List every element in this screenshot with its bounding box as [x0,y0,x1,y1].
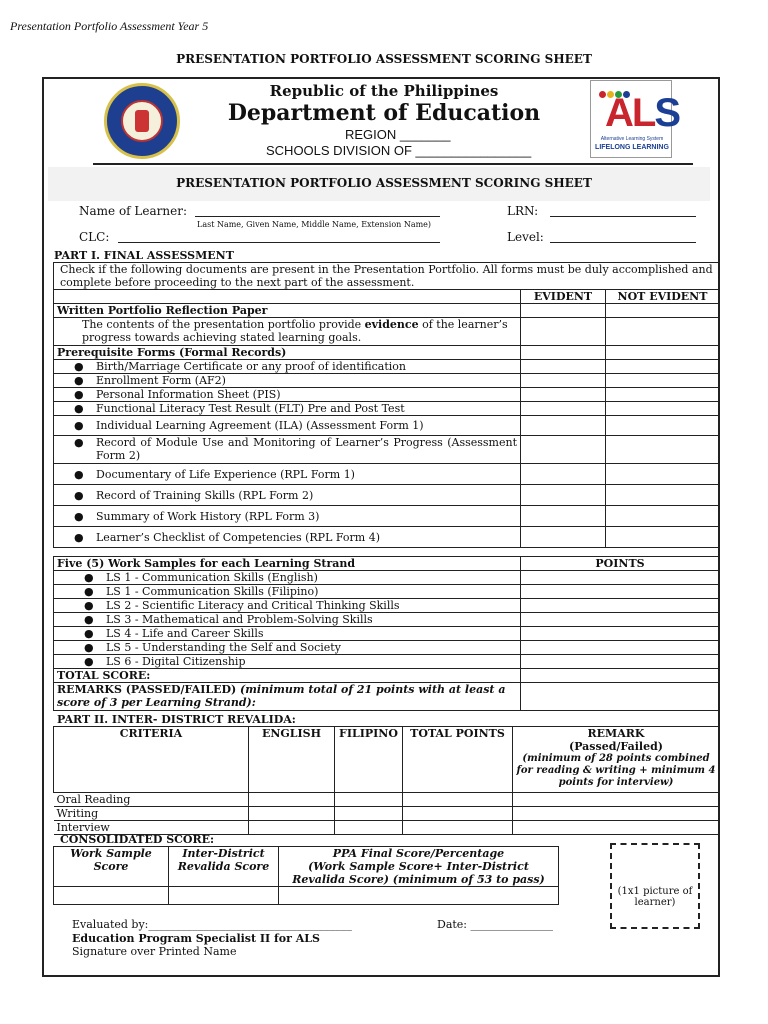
lrn-label: LRN: [507,204,539,218]
work-samples-table [53,556,720,711]
prereq-row: ● Documentary of Life Experience (RPL Form 1) [54,464,720,485]
part1-title: PART I. FINAL ASSESSMENT [54,249,234,262]
sample-row: ● LS 3 - Mathematical and Problem-Solving Skills [54,613,720,627]
name-label: Name of Learner: [79,204,187,218]
evident-cell[interactable] [521,464,606,485]
photo-caption: (1x1 picture of learner) [617,886,693,908]
filipino-header: FILIPINO [335,727,403,793]
points-cell[interactable] [521,571,720,585]
points-cell[interactable] [521,641,720,655]
reflection-text: The contents of the presentation portfolio provide evidence of the learner’s progress towards achieving stated learning goals. [54,318,521,346]
als-tagline: LIFELONG LEARNING [595,144,669,151]
consolidated-title: CONSOLIDATED SCORE: [60,833,215,846]
not-evident-cell[interactable] [606,416,720,436]
total-score-label: TOTAL SCORE: [54,669,521,683]
criteria-header: CRITERIA [54,727,249,793]
evaluator-role: Education Program Specialist II for ALS [72,932,320,945]
samples-title: Five (5) Work Samples for each Learning Strand [54,557,521,571]
header-note: Presentation Portfolio Assessment Year 5 [10,19,209,33]
score-cell[interactable] [403,793,513,807]
sample-row: ● LS 1 - Communication Skills (Filipino) [54,585,720,599]
not-evident-cell[interactable] [606,402,720,416]
revalida-score-cell[interactable] [169,887,279,905]
remark-header: REMARK (Passed/Failed) (minimum of 28 points combined for reading & writing + minimum 4 points for interview) [513,727,720,793]
sample-row: ● LS 5 - Understanding the Self and Society [54,641,720,655]
work-sample-score-header: Work Sample Score [54,847,169,887]
work-sample-score-cell[interactable] [54,887,169,905]
evident-cell[interactable] [521,374,606,388]
lrn-field[interactable] [550,216,696,217]
col-evident: EVIDENT [521,290,606,304]
score-cell[interactable] [249,807,335,821]
total-score-cell[interactable] [521,669,720,683]
date-line: Date: _______________ [437,918,554,931]
score-cell[interactable] [335,807,403,821]
remarks-cell[interactable] [521,683,720,711]
revalida-score-header: Inter-District Revalida Score [169,847,279,887]
clc-field[interactable] [118,242,440,243]
revalida-table [53,726,720,835]
row-interview: Interview [54,821,249,835]
sample-row: ● LS 6 - Digital Citizenship [54,655,720,669]
clc-label: CLC: [79,230,110,244]
sample-row: ● LS 1 - Communication Skills (English) [54,571,720,585]
sample-row: ● LS 2 - Scientific Literacy and Critical Thinking Skills [54,599,720,613]
signature-caption: Signature over Printed Name [72,945,237,958]
not-evident-cell[interactable] [606,485,720,506]
evident-cell[interactable] [521,416,606,436]
als-subtitle: Alternative Learning System [600,136,664,142]
evaluated-by: Evaluated by:_____________________________________ [72,918,352,931]
remark-cell[interactable] [513,807,720,821]
als-logo-icon: ALS Alternative Learning System LIFELONG LEARNING [590,80,672,158]
part1-instructions: Check if the following documents are present in the Presentation Portfolio. All forms must be duly accomplished and complete before proceeding to the next part of the assessment. [54,263,720,290]
row-oral-reading: Oral Reading [54,793,249,807]
region-line: REGION _______ [345,127,451,142]
not-evident-cell[interactable] [606,436,720,464]
top-title: PRESENTATION PORTFOLIO ASSESSMENT SCORING SHEET [176,52,592,66]
score-cell[interactable] [335,821,403,835]
points-cell[interactable] [521,585,720,599]
english-header: ENGLISH [249,727,335,793]
remark-cell[interactable] [513,793,720,807]
row-writing: Writing [54,807,249,821]
remark-cell[interactable] [513,821,720,835]
prereq-row: ● Summary of Work History (RPL Form 3) [54,506,720,527]
score-cell[interactable] [403,821,513,835]
reflection-evident-cell[interactable] [521,318,606,346]
level-label: Level: [507,230,544,244]
score-cell[interactable] [249,793,335,807]
evident-cell[interactable] [521,360,606,374]
score-cell[interactable] [249,821,335,835]
evident-cell[interactable] [521,402,606,416]
part2-title: PART II. INTER- DISTRICT REVALIDA: [57,713,296,726]
total-points-header: TOTAL POINTS [403,727,513,793]
sheet-title: PRESENTATION PORTFOLIO ASSESSMENT SCORING SHEET [176,176,592,190]
prereq-row: ● Record of Module Use and Monitoring of Learner’s Progress (Assessment Form 2) [54,436,720,464]
name-field[interactable] [195,216,440,217]
col-points: POINTS [521,557,720,571]
part1-table [53,262,720,548]
division-line: SCHOOLS DIVISION OF ________________ [266,143,532,158]
score-cell[interactable] [403,807,513,821]
points-cell[interactable] [521,599,720,613]
not-evident-cell[interactable] [606,374,720,388]
prereq-row: ● Birth/Marriage Certificate or any proof of identification [54,360,720,374]
points-cell[interactable] [521,655,720,669]
col-not-evident: NOT EVIDENT [606,290,720,304]
ppa-final-header: PPA Final Score/Percentage (Work Sample Score+ Inter-District Revalida Score) (minimum of 53 to pass) [279,847,559,887]
consolidated-table [53,846,559,905]
not-evident-cell[interactable] [606,360,720,374]
sample-row: ● LS 4 - Life and Career Skills [54,627,720,641]
reflection-not-evident-cell[interactable] [606,318,720,346]
evident-cell[interactable] [521,506,606,527]
score-cell[interactable] [335,793,403,807]
prereq-title: Prerequisite Forms (Formal Records) [54,346,521,360]
reflection-title-not-evident[interactable] [606,304,720,318]
evident-cell[interactable] [521,436,606,464]
points-cell[interactable] [521,627,720,641]
not-evident-cell[interactable] [606,527,720,548]
prereq-row: ● Personal Information Sheet (PIS) [54,388,720,402]
republic-heading: Republic of the Philippines [269,82,499,100]
evident-cell[interactable] [521,527,606,548]
prereq-row: ● Enrollment Form (AF2) [54,374,720,388]
prereq-row: ● Functional Literacy Test Result (FLT) Pre and Post Test [54,402,720,416]
level-field[interactable] [550,242,696,243]
ppa-final-cell[interactable] [279,887,559,905]
remarks-label: REMARKS (PASSED/FAILED) (minimum total of 21 points with at least a score of 3 per Learning Strand): [54,683,521,711]
evident-cell[interactable] [521,485,606,506]
not-evident-cell[interactable] [606,388,720,402]
reflection-title-evident[interactable] [521,304,606,318]
prereq-row: ● Learner’s Checklist of Competencies (RPL Form 4) [54,527,720,548]
prereq-row: ● Record of Training Skills (RPL Form 2) [54,485,720,506]
not-evident-cell[interactable] [606,464,720,485]
prereq-row: ● Individual Learning Agreement (ILA) (Assessment Form 1) [54,416,720,436]
name-hint: Last Name, Given Name, Middle Name, Extension Name) [197,220,432,229]
not-evident-cell[interactable] [606,506,720,527]
evident-cell[interactable] [521,388,606,402]
reflection-title: Written Portfolio Reflection Paper [54,304,521,318]
department-heading: Department of Education [227,100,541,126]
header-divider [93,163,693,165]
points-cell[interactable] [521,613,720,627]
